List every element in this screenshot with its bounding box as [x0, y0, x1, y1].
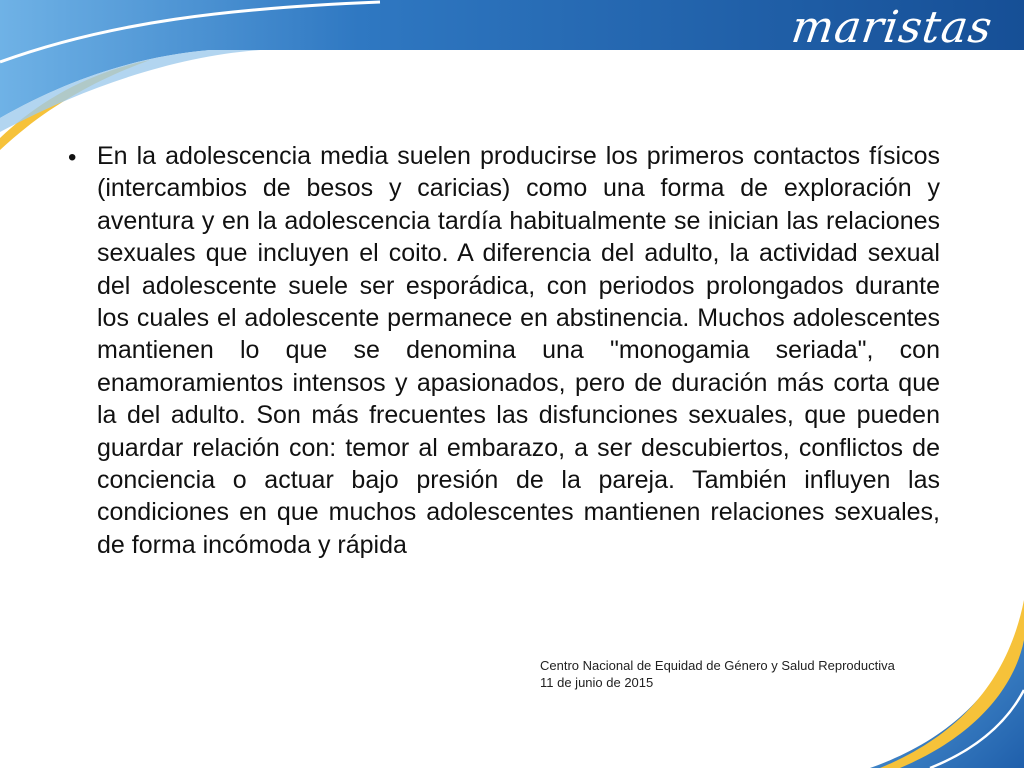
bullet-item — [68, 140, 940, 561]
bullet-icon: • — [68, 144, 77, 171]
footer — [540, 657, 960, 691]
corner-blue — [870, 620, 1024, 768]
footer-institution: Centro Nacional de Equidad de Género y Salud Reproductiva — [540, 658, 895, 673]
body-text: En la adolescencia media suelen producirse los primeros contactos físicos (intercambios de besos y caricias) como una forma de exploración y aventura y en la adolescencia tardía habitualmente se inician las relaciones sexuales que incluyen el coito. A diferencia del adulto, la actividad sexual del adolescente suele ser esporádica, con periodos prolongados durante los cuales el adolescente permanece en abstinencia. Muchos adolescentes mantienen lo que se denomina una "monogamia seriada", con enamoramientos intensos y apasionados, pero de duración más corta que la del adulto. Son más frecuentes las disfunciones sexuales, que pueden guardar relación con: temor al embarazo, a ser descubiertos, conflictos de conciencia o actuar bajo presión de la pareja. También influyen las condiciones en que muchos adolescentes mantienen relaciones sexuales, de forma incómoda y rápida — [97, 142, 940, 559]
footer-date: 11 de junio de 2015 — [540, 675, 654, 690]
maristas-logo: maristas — [788, 2, 996, 53]
